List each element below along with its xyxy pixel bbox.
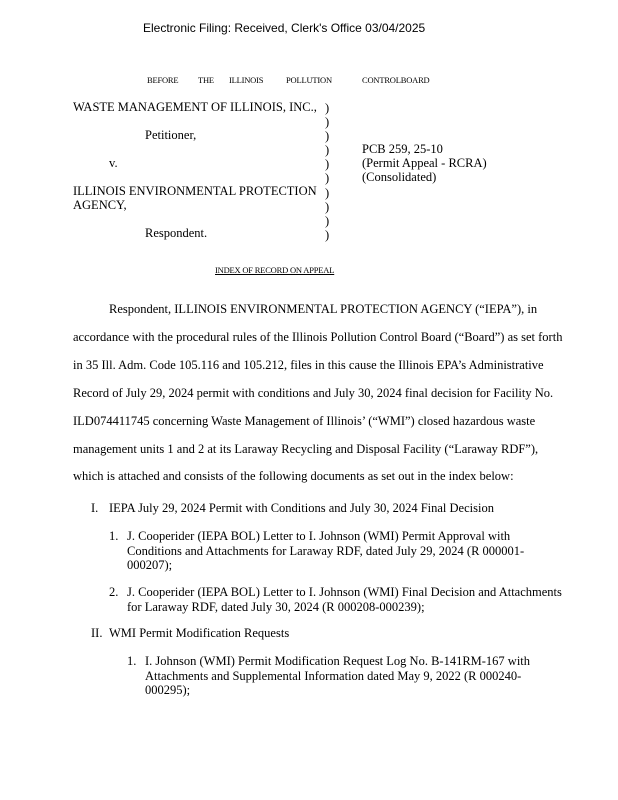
item-text — [127, 529, 524, 573]
respondent-name-line2: AGENCY, — [73, 198, 127, 212]
caption-paren-column — [325, 101, 335, 242]
paren: ) — [325, 227, 330, 242]
heading-word-pollution: POLLUTION — [286, 75, 332, 85]
section-numeral: I. — [91, 501, 99, 515]
item-line: I. Johnson (WMI) Permit Modification Request Log No. B-141RM-167 with — [145, 654, 531, 668]
paren: ) — [325, 199, 330, 214]
item-number: 1. — [109, 529, 119, 543]
item-text — [145, 654, 530, 698]
petitioner-role: Petitioner, — [145, 128, 197, 142]
case-number: PCB 259, 25-10 — [362, 142, 443, 156]
item-line: for Laraway RDF, dated July 30, 2024 (R 000208-000239); — [127, 599, 425, 614]
intro-line: management units 1 and 2 at its Laraway Recycling and Disposal Facility (“Laraway RDF”), — [73, 441, 539, 456]
heading-word-controlboard: CONTROLBOARD — [362, 75, 430, 85]
filing-stamp: Electronic Filing: Received, Clerk's Office 03/04/2025 — [143, 21, 426, 35]
respondent-name-line1: ILLINOIS ENVIRONMENTAL PROTECTION — [73, 184, 317, 198]
section-title: WMI Permit Modification Requests — [109, 626, 290, 640]
item-number: 1. — [127, 654, 137, 668]
paren: ) — [325, 213, 330, 228]
heading-word-illinois: ILLINOIS — [229, 75, 264, 85]
versus-label: v. — [109, 156, 118, 170]
item-line: Attachments and Supplemental Information dated May 9, 2022 (R 000240- — [145, 668, 522, 683]
paren: ) — [325, 157, 330, 172]
item-number: 2. — [109, 585, 119, 599]
item-text — [127, 585, 562, 614]
item-line: Conditions and Attachments for Laraway RDF, dated July 29, 2024 (R 000001- — [127, 543, 525, 558]
heading-word-before: BEFORE — [147, 75, 179, 85]
paren: ) — [325, 171, 330, 186]
intro-line: accordance with the procedural rules of the Illinois Pollution Control Board (“Board”) as set forth — [73, 329, 563, 344]
item-line: J. Cooperider (IEPA BOL) Letter to I. Johnson (WMI) Permit Approval with — [127, 529, 511, 543]
petitioner-name: WASTE MANAGEMENT OF ILLINOIS, INC., — [73, 100, 317, 114]
intro-line: Record of July 29, 2024 permit with conditions and July 30, 2024 final decision for Facility No. — [73, 385, 554, 400]
case-type: (Permit Appeal - RCRA) — [362, 156, 487, 170]
item-line: 000295); — [145, 683, 191, 697]
case-status: (Consolidated) — [362, 170, 437, 184]
intro-line: ILD074411745 concerning Waste Management of Illinois’ (“WMI”) closed hazardous waste — [73, 413, 536, 428]
respondent-role: Respondent. — [145, 226, 208, 240]
intro-line: which is attached and consists of the following documents as set out in the index below: — [73, 469, 514, 484]
paren: ) — [325, 115, 330, 130]
item-line: J. Cooperider (IEPA BOL) Letter to I. Johnson (WMI) Final Decision and Attachments — [127, 585, 562, 599]
intro-line: in 35 Ill. Adm. Code 105.116 and 105.212, files in this cause the Illinois EPA’s Administrative — [73, 357, 544, 372]
intro-paragraph — [73, 296, 609, 491]
index-title: INDEX OF RECORD ON APPEAL — [215, 265, 335, 275]
section-title: IEPA July 29, 2024 Permit with Conditions and July 30, 2024 Final Decision — [109, 501, 494, 515]
paren: ) — [325, 101, 330, 115]
section-numeral: II. — [91, 626, 103, 640]
paren: ) — [325, 129, 330, 144]
intro-line: Respondent, ILLINOIS ENVIRONMENTAL PROTECTION AGENCY (“IEPA”), in — [109, 302, 538, 316]
item-line: 000207); — [127, 558, 173, 572]
heading-word-the: THE — [198, 75, 214, 85]
paren: ) — [325, 185, 330, 200]
paren: ) — [325, 143, 330, 158]
